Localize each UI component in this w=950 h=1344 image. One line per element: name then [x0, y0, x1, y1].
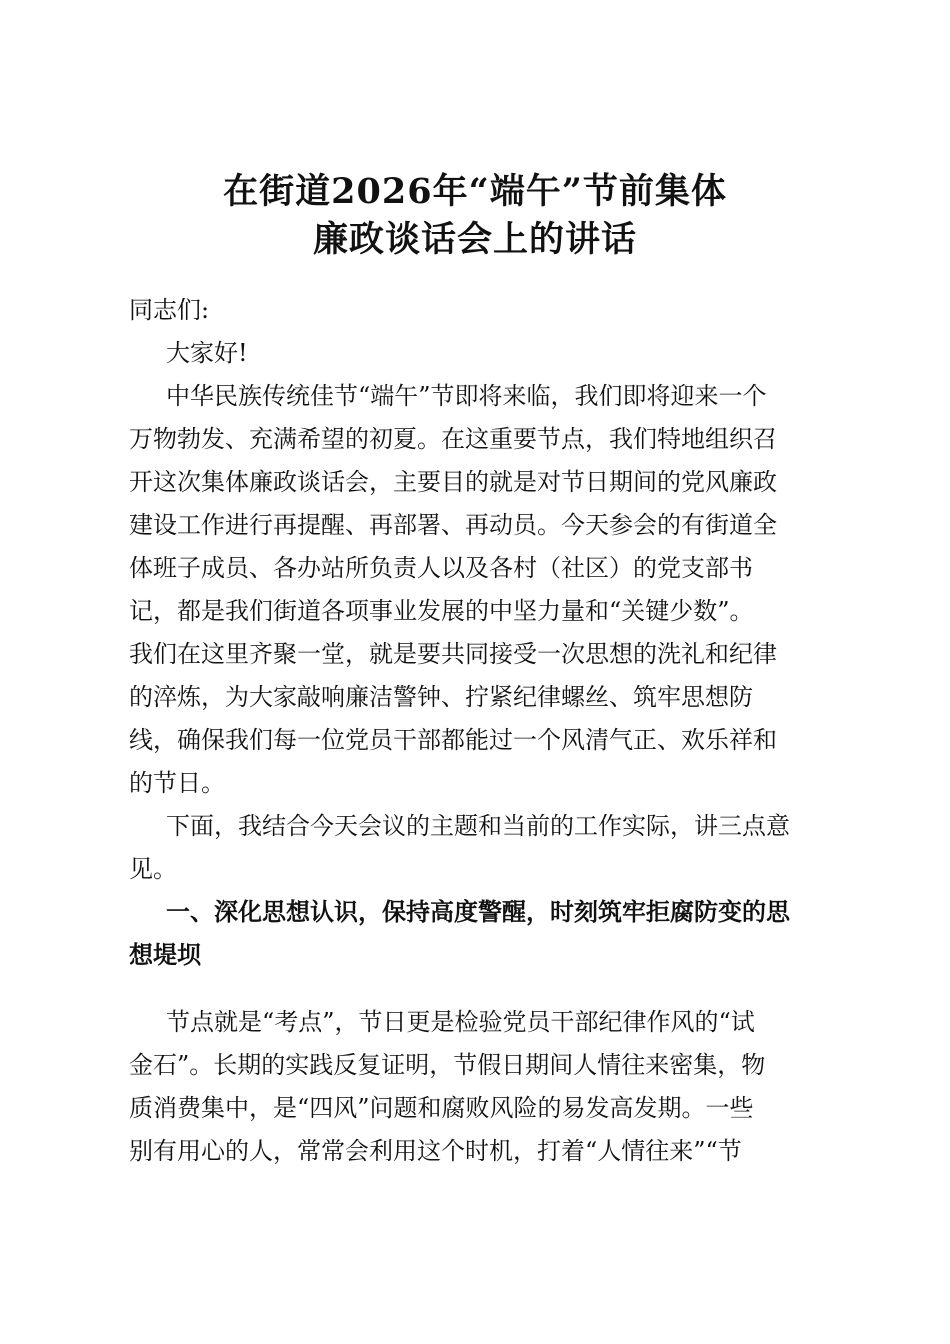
- paragraph-line: 我们在这里齐聚一堂，就是要共同接受一次思想的洗礼和纪律: [129, 640, 777, 668]
- section-heading-1: 一、深化思想认识，保持高度警醒，时刻筑牢拒腐防变的思: [166, 897, 790, 926]
- paragraph-line: 建设工作进行再提醒、再部署、再动员。今天参会的有街道全: [129, 511, 777, 539]
- paragraph-line: 节点就是“考点”，节日更是检验党员干部纪律作风的“试: [166, 1008, 755, 1036]
- salutation: 同志们:: [129, 296, 210, 324]
- document-title-line-1: 在街道2026年“端午”节前集体: [223, 171, 727, 212]
- paragraph-line: 别有用心的人，常常会利用这个时机，打着“人情往来”“节: [129, 1137, 742, 1165]
- paragraph-line: 的淬炼，为大家敲响廉洁警钟、拧紧纪律螺丝、筑牢思想防: [129, 683, 753, 711]
- greeting: 大家好!: [166, 339, 248, 367]
- paragraph-line: 记，都是我们街道各项事业发展的中坚力量和“关键少数”。: [129, 597, 754, 625]
- paragraph-line: 质消费集中，是“四风”问题和腐败风险的易发高发期。一些: [129, 1094, 754, 1122]
- document-title-line-2: 廉政谈话会上的讲话: [312, 219, 637, 260]
- paragraph-line: 下面，我结合今天会议的主题和当前的工作实际，讲三点意: [166, 812, 790, 840]
- paragraph-line: 见。: [129, 855, 177, 883]
- paragraph-line: 中华民族传统佳节“端午”节即将来临，我们即将迎来一个: [166, 382, 767, 410]
- paragraph-line: 开这次集体廉政谈话会，主要目的就是对节日期间的党风廉政: [129, 468, 777, 496]
- paragraph-line: 体班子成员、各办站所负责人以及各村（社区）的党支部书: [129, 554, 753, 582]
- paragraph-line: 线，确保我们每一位党员干部都能过一个风清气正、欢乐祥和: [129, 726, 777, 754]
- paragraph-line: 万物勃发、充满希望的初夏。在这重要节点，我们特地组织召: [129, 425, 777, 453]
- paragraph-line: 的节日。: [129, 769, 225, 797]
- section-heading-1-continued: 想堤坝: [129, 940, 201, 969]
- paragraph-line: 金石”。长期的实践反复证明，节假日期间人情往来密集，物: [129, 1051, 766, 1079]
